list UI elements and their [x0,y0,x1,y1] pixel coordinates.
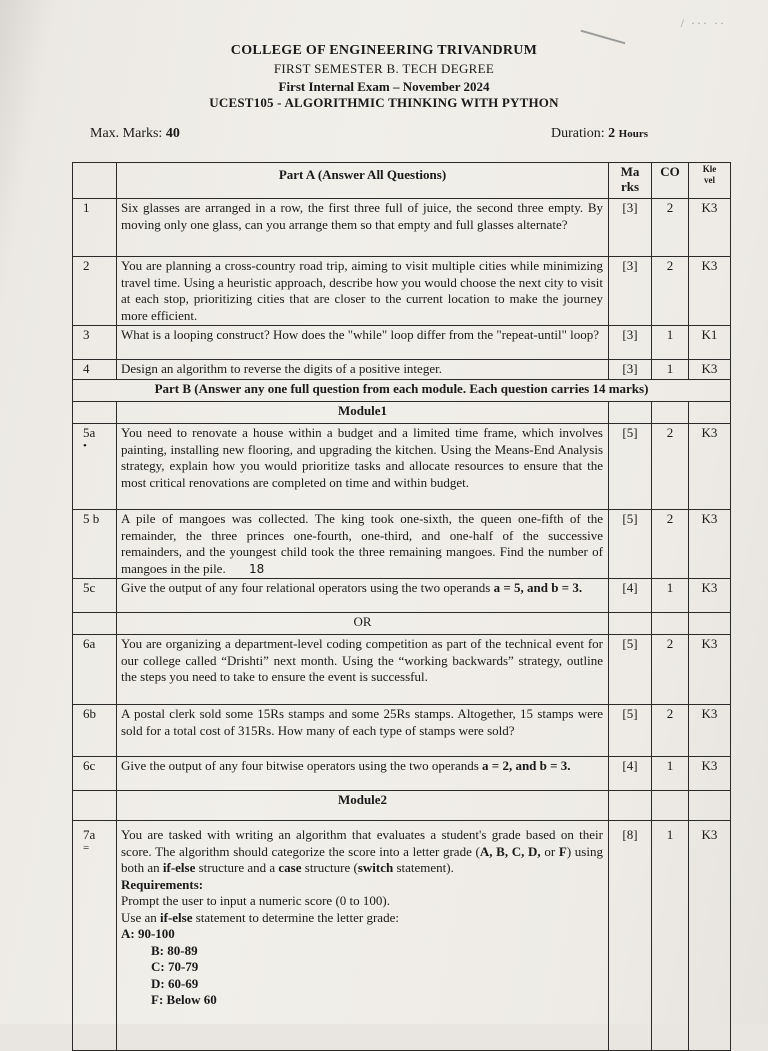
question-co: 1 [652,757,689,791]
or-label: OR [117,613,609,635]
question-co: 1 [652,326,689,360]
req-2-keyword: if-else [160,909,193,925]
handwritten-answer: 18 [248,561,265,576]
question-number: 6a [73,635,117,705]
question-kl: K3 [689,821,731,1051]
duration-value: 2 [608,126,616,141]
margin-mark: • [83,439,87,452]
question-kl: K3 [689,510,731,579]
module-2-title: Module2 [117,791,609,821]
req-2-post: statement to determine the letter grade: [192,909,399,925]
req-2-pre: Use an [121,909,160,925]
question-co: 1 [652,360,689,380]
part-a-heading: Part A (Answer All Questions) [117,163,609,199]
table-row [73,757,731,791]
question-text: What is a looping construct? How does the "while" loop differ from the "repeat-until" loop? [117,326,609,360]
question-text-body: A pile of mangoes was collected. The king took one-sixth, the queen one-fifth of the remainder, the three princes one-fourth, one-third, and one-half of the successive remainders, and the youngest child took the three remaining mangoes. Find the number of mangoes in the pile. [121,511,603,576]
table-row [73,326,731,360]
knowledge-level-heading [689,163,731,199]
question-kl: K3 [689,635,731,705]
q7a-text-4: structure and a [195,860,279,875]
table-row [73,510,731,579]
question-number: 6c [73,757,117,791]
empty-cell [73,613,117,635]
table-row [73,705,731,757]
empty-cell [609,402,652,424]
empty-cell [73,791,117,821]
question-marks: [3] [609,360,652,380]
kl-heading-2: vel [704,175,715,185]
table-row [73,257,731,326]
q7a-text-1: You are tasked with writing an algorithm that evaluates a student's grade based on their score. The algorithm should categorize the score into a letter grade ( [121,827,603,859]
question-kl: K3 [689,757,731,791]
part-b-heading-row [73,380,731,402]
question-marks: [5] [609,424,652,510]
question-kl: K3 [689,424,731,510]
question-co: 2 [652,705,689,757]
table-row [73,360,731,380]
question-text [117,757,609,791]
question-co: 2 [652,199,689,257]
q7a-kw-case: case [278,860,302,875]
pen-scratch [581,30,626,45]
question-text [117,579,609,613]
question-marks: [4] [609,579,652,613]
question-number: 2 [73,257,117,326]
q7a-text-5: structure ( [301,860,358,875]
question-marks: [3] [609,257,652,326]
question-kl: K3 [689,257,731,326]
question-number: 5 b [73,510,117,579]
co-heading: CO [652,163,689,199]
grade-f: F: Below 60 [151,992,217,1007]
empty-cell [609,613,652,635]
question-number: 6b [73,705,117,757]
question-kl: K3 [689,360,731,380]
table-row [73,579,731,613]
question-co: 2 [652,635,689,705]
or-row [73,613,731,635]
question-co: 1 [652,579,689,613]
table-row [73,821,731,1051]
requirement-1: Prompt the user to input a numeric score (0 to 100). [121,893,390,908]
question-co: 1 [652,821,689,1051]
course-title: UCEST105 - ALGORITHMIC THINKING WITH PYTHON [209,95,559,110]
question-text: You need to renovate a house within a budget and a limited time frame, which involves painting, installing new flooring, and upgrading the kitchen. Using the Means-End Analysis strategy, explain how you would prioritize tasks and allocate resources to ensure that the most critical renovations are completed on time and within budget. [117,424,609,510]
grade-b: B: 80-89 [151,942,198,958]
kl-heading-1: Kle [702,164,717,174]
question-marks: [8] [609,821,652,1051]
duration [551,126,648,142]
duration-unit: Hours [618,128,648,140]
empty-cell [73,402,117,424]
question-text: You are organizing a department-level coding competition as part of the technical event for our college called “Drishti” next month. Using the “working backwards” strategy, outline the steps you need to take to ensure the event is successful. [117,635,609,705]
table-row [73,199,731,257]
degree-line: FIRST SEMESTER B. TECH DEGREE [273,61,495,76]
question-marks: [3] [609,326,652,360]
question-text-body: Give the output of any four relational operators using the two operands [121,580,494,595]
q7a-text-6: statement). [393,860,454,875]
question-text [117,821,609,1051]
question-text: Design an algorithm to reverse the digits of a positive integer. [117,360,609,380]
empty-cell [689,791,731,821]
grade-d: D: 60-69 [151,975,199,991]
max-marks-value: 40 [165,126,180,141]
q7a-grade-f: F [558,843,567,859]
max-marks-label: Max. Marks: [90,126,163,141]
duration-label: Duration: [551,126,605,141]
question-kl: K3 [689,579,731,613]
empty-cell [689,402,731,424]
question-kl: K1 [689,326,731,360]
corner-handwritten-mark: / ··· ·· [680,16,726,30]
question-text: Six glasses are arranged in a row, the first three full of juice, the second three empty. By moving only one glass, can you arrange them so that empty and full glasses alternate? [117,199,609,257]
marks-heading-2: rks [620,179,640,194]
q7a-grades-inline: A, B, C, D, [479,843,541,859]
grade-a: A: 90-100 [121,926,175,941]
empty-cell [689,613,731,635]
q7a-kw-ifelse: if-else [162,860,196,875]
college-name: COLLEGE OF ENGINEERING TRIVANDRUM [230,43,538,58]
q7a-kw-switch: switch [357,860,394,875]
exam-line: First Internal Exam – November 2024 [278,79,490,94]
question-table [72,162,731,1051]
question-marks: [5] [609,510,652,579]
question-text: A postal clerk sold some 15Rs stamps and some 25Rs stamps. Altogether, 15 stamps were sold for a total cost of 315Rs. How many of each type of stamps were sold? [117,705,609,757]
question-number [73,424,117,510]
question-marks: [4] [609,757,652,791]
grade-c: C: 70-79 [151,959,199,974]
part-b-heading: Part B (Answer any one full question from each module. Each question carries 14 marks) [73,380,731,402]
empty-cell [652,791,689,821]
marks-heading [609,163,652,199]
module-2-heading-row [73,791,731,821]
empty-cell [609,791,652,821]
question-operands: a = 5, and b = 3. [493,580,583,595]
module-1-title: Module1 [117,402,609,424]
question-kl: K3 [689,705,731,757]
q7a-text-2: or [540,843,559,859]
question-number-label: 7a [83,827,96,842]
question-kl: K3 [689,199,731,257]
table-row [73,424,731,510]
question-number [73,821,117,1051]
question-co: 2 [652,510,689,579]
margin-mark: = [83,841,90,854]
question-number: 1 [73,199,117,257]
question-co: 2 [652,257,689,326]
empty-cell [652,402,689,424]
question-text-body: Give the output of any four bitwise operators using the two operands [121,758,483,773]
question-number: 4 [73,360,117,380]
question-text: You are planning a cross-country road trip, aiming to visit multiple cities while minimizing travel time. Using a heuristic approach, describe how you would choose the next city to visit at each stop, prioritizing cities that are closer to the current location to make the journey more efficient. [117,257,609,326]
question-operands: a = 2, and b = 3. [482,758,571,773]
module-1-heading-row [73,402,731,424]
question-marks: [5] [609,705,652,757]
question-number: 3 [73,326,117,360]
table-row [73,635,731,705]
question-co: 2 [652,424,689,510]
question-number-label: 5a [83,425,96,440]
question-number: 5c [73,579,117,613]
question-marks: [5] [609,635,652,705]
question-text [117,510,609,579]
q7a-text-3: ) using both an [121,843,603,875]
requirement-2 [121,910,603,927]
header-no-cell [73,163,117,199]
max-marks [90,126,180,142]
question-marks: [3] [609,199,652,257]
empty-cell [652,613,689,635]
marks-heading-1: Ma [620,164,640,179]
table-header-row [73,163,731,199]
requirements-label: Requirements: [121,876,204,892]
